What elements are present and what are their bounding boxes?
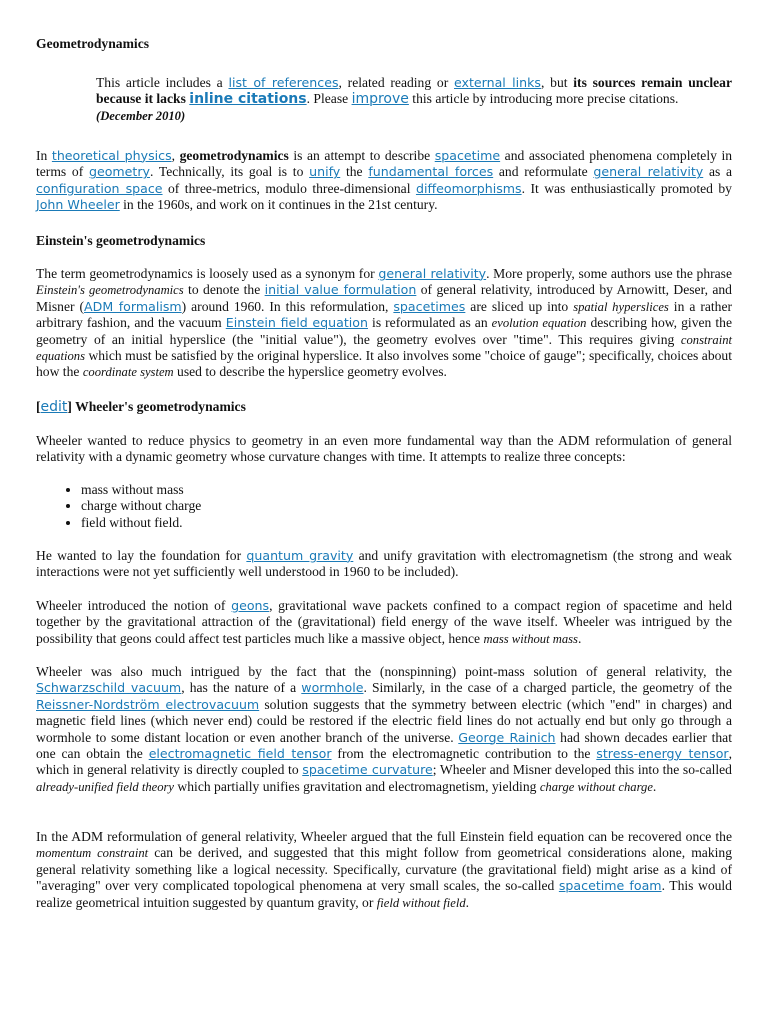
italic-term: field without field <box>376 895 466 910</box>
link-inline-citations[interactable]: inline citations <box>189 91 307 108</box>
wheeler-paragraph-5 <box>36 829 732 911</box>
link-general-relativity[interactable]: general relativity <box>593 164 704 180</box>
link-spacetimes[interactable]: spacetimes <box>393 298 466 314</box>
text: solution suggests that the symmetry between electric (which "end" in charges) and magnetic field lines (which never end) could be restored if the electric field lines do not actually end but only go through a wormhole to some distant location or even another branch of the universe. <box>36 696 732 745</box>
text: which partially unifies gravitation and electromagnetism, yielding <box>174 778 540 794</box>
text: , which in general relativity is directly coupled to <box>36 746 733 778</box>
link-electromagnetic-field-tensor[interactable]: electromagnetic field tensor <box>148 746 332 762</box>
link-geons[interactable]: geons <box>231 598 270 613</box>
italic-term: evolution equation <box>491 316 587 331</box>
italic-term: momentum constraint <box>36 846 149 861</box>
link-configuration-space[interactable]: configuration space <box>36 180 163 196</box>
text: and reformulate <box>493 164 594 180</box>
text: of three-metrics, modulo three-dimensional <box>162 180 416 196</box>
text: . <box>577 630 582 646</box>
notice-text: , related reading or <box>338 75 454 90</box>
link-fundamental-forces[interactable]: fundamental forces <box>368 164 494 180</box>
italic-term: Einstein's geometrodynamics <box>36 283 184 298</box>
text: In the ADM reformulation of general relativity, Wheeler argued that the full Einstein field equation can be recovered once the <box>36 829 732 844</box>
text: used to describe the hyperslice geometry evolves. <box>173 364 447 380</box>
link-diffeomorphisms[interactable]: diffeomorphisms <box>415 180 522 196</box>
text: , <box>171 148 180 163</box>
edit-bracket: ] <box>67 399 72 414</box>
link-wormhole[interactable]: wormhole <box>301 680 364 696</box>
link-george-rainich[interactable]: George Rainich <box>458 729 556 745</box>
notice-date: (December 2010) <box>96 108 186 123</box>
text: The term geometrodynamics is loosely used as a synonym for <box>36 266 379 281</box>
text: . It was enthusiastically promoted by <box>521 180 732 196</box>
text: Wheeler was also much intrigued by the fact that the (nonspinning) point-mass solution of general relativity, the <box>36 664 732 679</box>
text: are sliced up into <box>465 298 574 314</box>
text: as a <box>703 164 733 180</box>
notice-bold-text: its sources remain unclear because it lacks <box>96 75 732 107</box>
bold-term: geometrodynamics <box>179 148 289 163</box>
link-reissner-nordstrom-electrovacuum[interactable]: Reissner-Nordström electrovacuum <box>36 696 260 712</box>
italic-term: spatial hyperslices <box>573 299 669 314</box>
link-quantum-gravity[interactable]: quantum gravity <box>246 548 354 563</box>
italic-term: charge without charge <box>539 779 653 794</box>
wheeler-paragraph-4 <box>36 664 732 795</box>
notice-text: , but <box>541 75 574 90</box>
link-schwarzschild-vacuum[interactable]: Schwarzschild vacuum <box>36 680 182 696</box>
link-general-relativity[interactable]: general relativity <box>378 266 487 281</box>
text: describing how, given the geometry of an initial hyperslice (the "initial value"), the geometry evolves over "time". This requires giving <box>36 315 732 347</box>
text: In <box>36 148 52 163</box>
link-stress-energy-tensor[interactable]: stress-energy tensor <box>596 746 729 762</box>
list-item: • charge without charge <box>81 498 201 514</box>
text: . <box>652 778 657 794</box>
link-spacetime-curvature[interactable]: spacetime curvature <box>302 762 433 778</box>
text: . Similarly, in the case of a charged particle, the geometry of the <box>363 680 732 696</box>
link-external-links[interactable]: external links <box>453 75 541 90</box>
link-geometry[interactable]: geometry <box>88 164 151 180</box>
text: . This would realize geometrical intuition suggested by quantum gravity, or <box>36 878 732 910</box>
wheeler-paragraph-3 <box>36 598 732 647</box>
wheeler-paragraph-2 <box>36 548 732 581</box>
text: ) around 1960. In this reformulation, <box>181 298 394 314</box>
section-heading-einstein: Einstein's geometrodynamics <box>36 233 206 248</box>
link-spacetime-foam[interactable]: spacetime foam <box>558 878 662 894</box>
italic-term: already-unified field theory <box>36 779 175 794</box>
intro-paragraph <box>36 148 732 214</box>
text: of general relativity, introduced by Arnowitt, Deser, and Misner ( <box>36 282 732 314</box>
text: in a rather arbitrary fashion, and the vacuum <box>36 298 733 331</box>
concepts-list <box>36 482 201 531</box>
text: , gravitational wave packets confined to a compact region of spacetime and held together by the gravitational attraction of the (gravitational) field energy of the wave itself. Wheeler was intrigued by the possibility that geons could affect test particles much like a massive object, hence <box>36 598 733 646</box>
text: . <box>465 894 470 910</box>
text: in the 1960s, and work on it continues in the 21st century. <box>119 197 438 213</box>
citation-notice <box>96 75 732 124</box>
notice-text: This article includes a <box>96 75 229 90</box>
list-item: • field without field. <box>81 515 201 531</box>
text: to denote the <box>183 282 265 298</box>
text: Wheeler introduced the notion of <box>36 598 232 613</box>
text: from the electromagnetic contribution to the <box>331 746 597 762</box>
section-heading-text: Wheeler's geometrodynamics <box>71 399 246 414</box>
text: had shown decades earlier that one can obtain the <box>36 729 732 762</box>
link-initial-value-formulation[interactable]: initial value formulation <box>264 282 417 298</box>
link-john-wheeler[interactable]: John Wheeler <box>36 197 120 213</box>
italic-term: mass without mass <box>483 631 578 646</box>
section-heading-wheeler <box>36 399 732 415</box>
link-unify[interactable]: unify <box>309 164 341 180</box>
edit-bracket: [ <box>36 399 41 414</box>
wheeler-paragraph-1: Wheeler wanted to reduce physics to geometry in an even more fundamental way than the ADM reformulation of general relativity with a dynamic geometry whose curvature changes with time. It attempts to realize three concepts: <box>36 433 732 465</box>
einstein-paragraph <box>36 266 732 381</box>
italic-term: coordinate system <box>82 365 174 380</box>
link-theoretical-physics[interactable]: theoretical physics <box>51 148 172 163</box>
text: is reformulated as an <box>367 315 492 331</box>
text: . Technically, its goal is to <box>150 164 310 180</box>
text: and associated phenomena completely in terms of <box>36 148 733 180</box>
notice-text: . Please <box>306 91 352 107</box>
page-title: Geometrodynamics <box>36 36 150 51</box>
text: and unify gravitation with electromagnetism (the strong and weak interactions were not yet sufficiently well understood in 1960 to be included). <box>36 548 732 580</box>
italic-term: constraint equations <box>36 332 732 364</box>
text: He wanted to lay the foundation for <box>36 548 247 563</box>
link-improve[interactable]: improve <box>351 91 409 108</box>
text: the <box>340 164 369 180</box>
notice-text: this article by introducing more precise citations. <box>408 91 679 107</box>
link-list-of-references[interactable]: list of references <box>228 75 339 90</box>
text: , has the nature of a <box>181 680 302 696</box>
link-einstein-field-equation[interactable]: Einstein field equation <box>225 315 368 331</box>
text: can be derived, and suggested that this might follow from geometrical considerations alone, making general relativity something like a logical necessity. Specifically, curvature (the gravitational field) might arise as a kind of "averaging" over very complicated topological phenomena at very small scales, the so-called <box>36 845 732 894</box>
text: ; Wheeler and Misner developed this into the so-called <box>432 762 732 778</box>
text: is an attempt to describe <box>288 148 435 163</box>
edit-link[interactable]: edit <box>40 399 68 415</box>
text: . More properly, some authors use the phrase <box>486 266 733 281</box>
list-item: • mass without mass <box>81 482 201 498</box>
text: which must be satisfied by the original hyperslice. It also involves some "choice of gauge"; specifically, choices about how the <box>36 348 732 380</box>
link-adm-formalism[interactable]: ADM formalism <box>84 298 182 314</box>
link-spacetime[interactable]: spacetime <box>434 148 501 163</box>
